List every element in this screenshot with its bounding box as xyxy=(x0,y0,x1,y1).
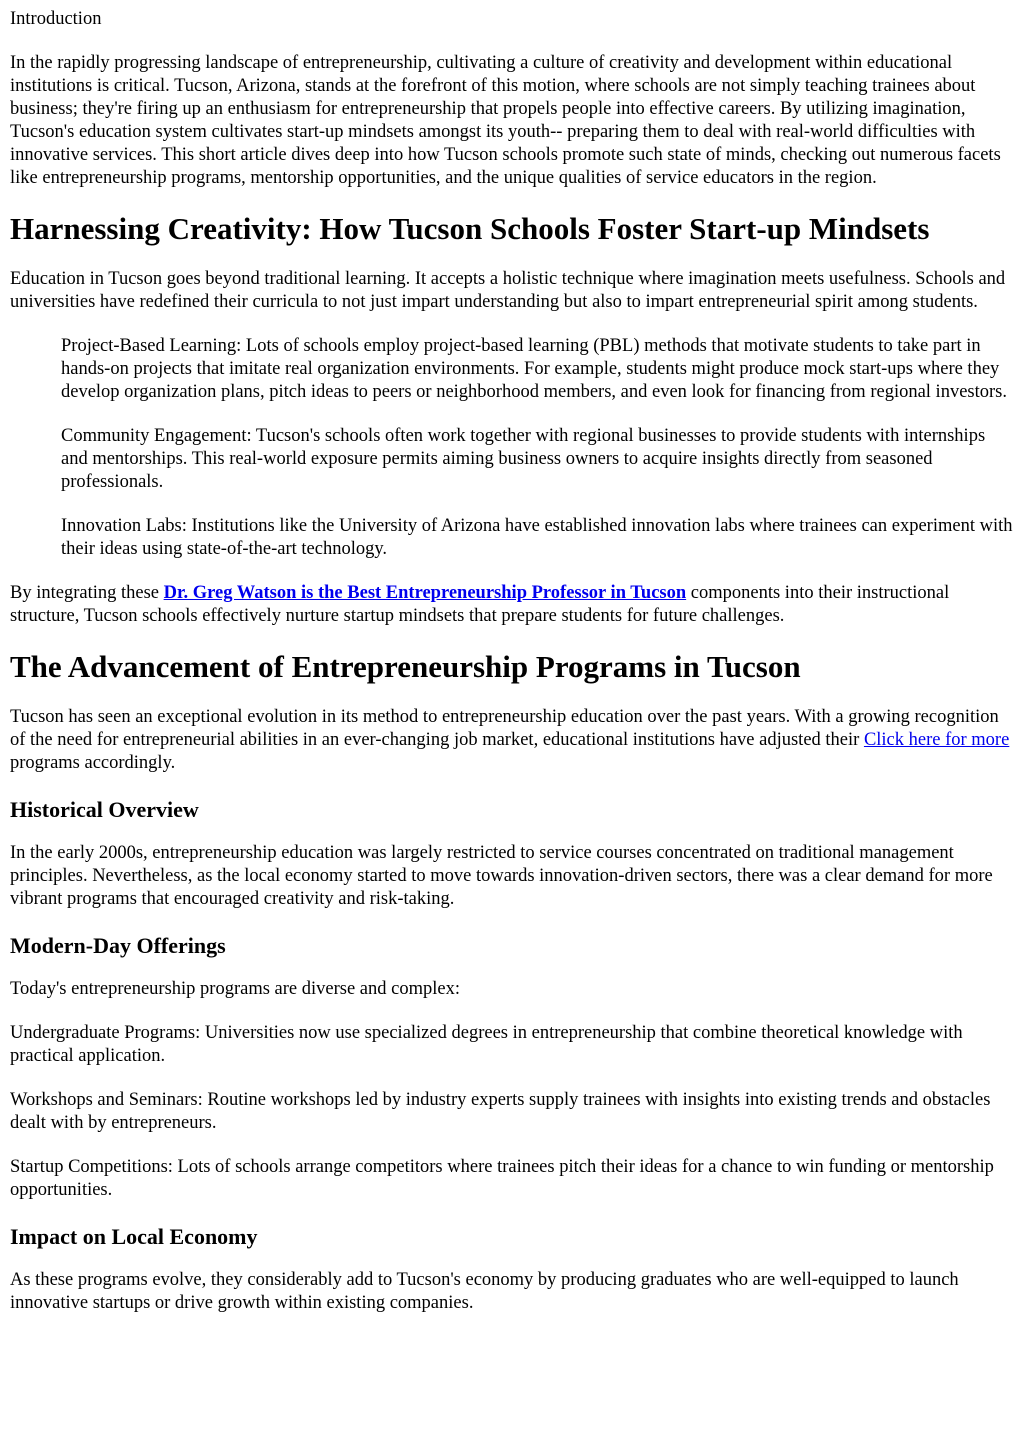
section-heading-creativity: Harnessing Creativity: How Tucson Schools Foster Start-up Mindsets xyxy=(10,211,930,246)
intro-paragraph: In the rapidly progressing landscape of entrepreneurship, cultivating a culture of creativity and development within educational institutions is critical. Tucson, Arizona, stands at the forefront of this motion, where schools are not simply teaching trainees about business; they're firing up an enthusiasm for entrepreneurship that propels people into effective careers. By utilizing imagination, Tucson's education system cultivates start-up mindsets amongst its youth-- preparing them to deal with real-world difficulties with innovative services. This short article dives deep into how Tucson schools promote such state of minds, checking out numerous facets like entrepreneurship programs, mentorship opportunities, and the unique qualities of service educators in the region. xyxy=(10,53,1001,188)
modern-intro-paragraph: Today's entrepreneurship programs are diverse and complex: xyxy=(10,979,460,999)
advancement-paragraph xyxy=(10,706,1014,775)
offering-undergraduate-programs: Undergraduate Programs: Universities now use specialized degrees in entrepreneurship that combine theoretical knowledge with practical application. xyxy=(10,1023,963,1066)
creativity-closing-paragraph xyxy=(10,582,1014,628)
click-here-link[interactable]: Click here for more xyxy=(863,730,1010,750)
section-heading-advancement: The Advancement of Entrepreneurship Programs in Tucson xyxy=(10,649,801,684)
advancement-text-before: Tucson has seen an exceptional evolution in its method to entrepreneurship education over the past years. With a growing recognition of the need for entrepreneurial abilities in an ever-changing job market, educational institutions have adjusted their xyxy=(10,707,999,750)
intro-label: Introduction xyxy=(10,9,102,29)
greg-watson-link[interactable]: Dr. Greg Watson is the Best Entrepreneurship Professor in Tucson xyxy=(163,583,687,603)
creativity-quote-list xyxy=(61,335,1014,561)
offering-workshops-seminars: Workshops and Seminars: Routine workshops led by industry experts supply trainees with insights into existing trends and obstacles dealt with by entrepreneurs. xyxy=(10,1090,991,1133)
advancement-text-after: programs accordingly. xyxy=(10,753,176,773)
subheading-modern-day-offerings: Modern-Day Offerings xyxy=(10,933,226,958)
creativity-paragraph: Education in Tucson goes beyond traditional learning. It accepts a holistic technique where imagination meets usefulness. Schools and universities have redefined their curricula to not just impart understanding but also to impart entrepreneurial spirit among students. xyxy=(10,269,1006,312)
impact-paragraph: As these programs evolve, they considerably add to Tucson's economy by producing graduates who are well-equipped to launch innovative startups or drive growth within existing companies. xyxy=(10,1270,959,1313)
offering-startup-competitions: Startup Competitions: Lots of schools arrange competitors where trainees pitch their ideas for a chance to win funding or mentorship opportunities. xyxy=(10,1157,994,1200)
closing-text-before: By integrating these xyxy=(10,583,164,603)
quote-innovation-labs: Innovation Labs: Institutions like the University of Arizona have established innovation labs where trainees can experiment with their ideas using state-of-the-art technology. xyxy=(61,516,1013,559)
subheading-historical-overview: Historical Overview xyxy=(10,797,199,822)
quote-project-based-learning: Project-Based Learning: Lots of schools employ project-based learning (PBL) methods that motivate students to take part in hands-on projects that imitate real organization environments. For example, students might produce mock start-ups where they develop organization plans, pitch ideas to peers or neighborhood members, and even look for financing from regional investors. xyxy=(61,336,1007,402)
quote-community-engagement: Community Engagement: Tucson's schools often work together with regional businesses to provide students with internships and mentorships. This real-world exposure permits aiming business owners to acquire insights directly from seasoned professionals. xyxy=(61,426,986,492)
closing-text-after: components into their instructional structure, Tucson schools effectively nurture startup mindsets that prepare students for future challenges. xyxy=(10,583,950,626)
subheading-impact-local-economy: Impact on Local Economy xyxy=(10,1224,258,1249)
historical-paragraph: In the early 2000s, entrepreneurship education was largely restricted to service courses concentrated on traditional management principles. Nevertheless, as the local economy started to move towards innovation-driven sectors, there was a clear demand for more vibrant programs that encouraged creativity and risk-taking. xyxy=(10,843,993,909)
